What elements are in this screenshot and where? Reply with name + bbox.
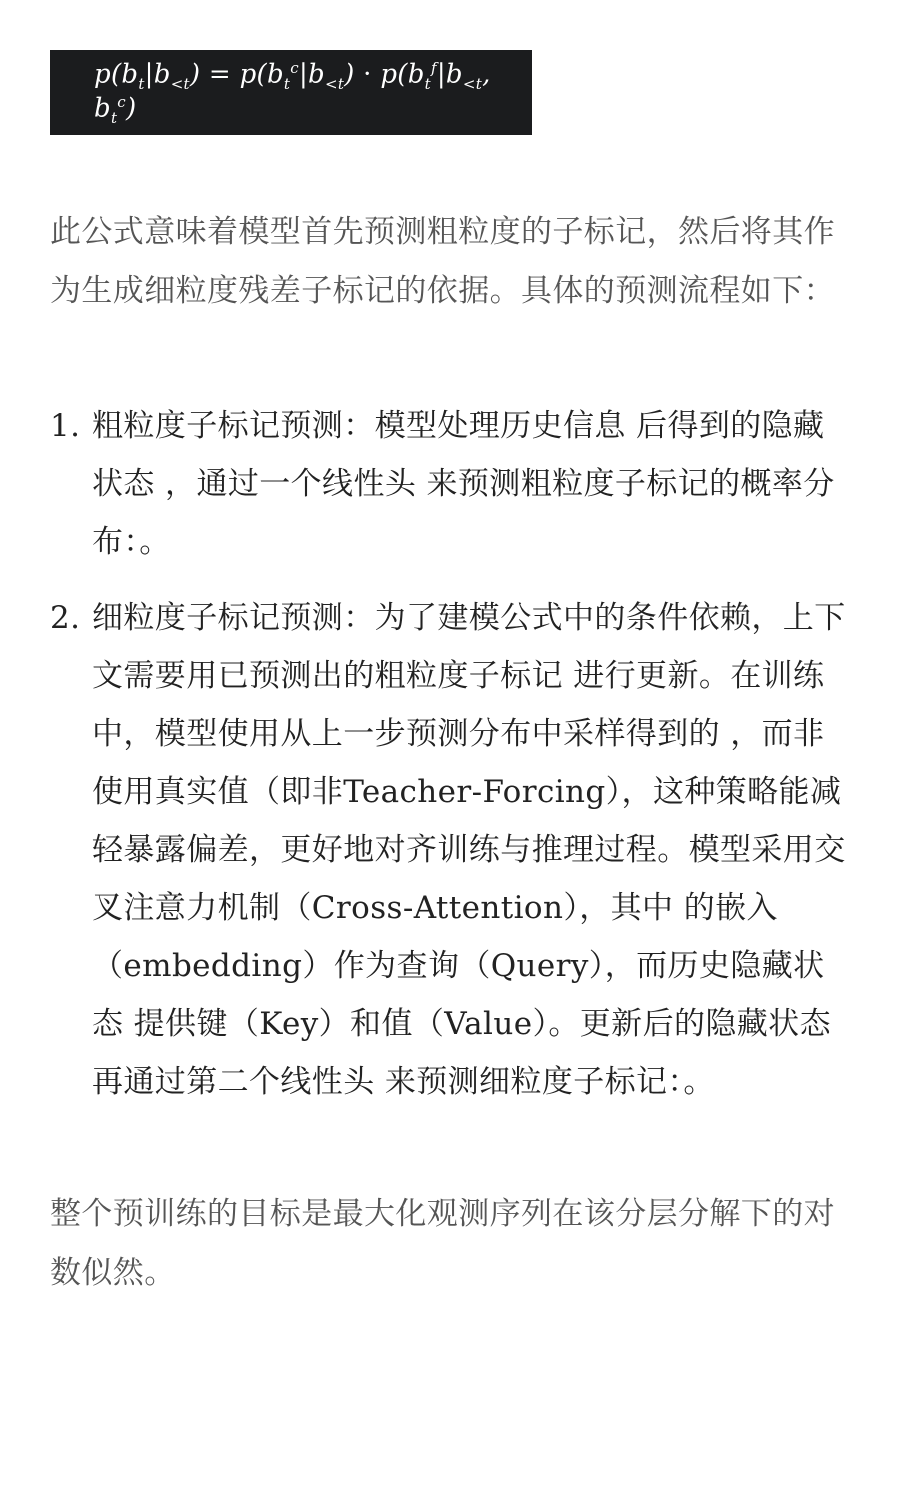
list-item-number: 2. (50, 600, 81, 636)
list-item-fine-prediction (50, 589, 850, 1111)
list-item-text: 细粒度子标记预测：为了建模公式中的条件依赖，上下文需要用已预测出的粗粒度子标记 进行更新。在训练中，模型使用从上一步预测分布中采样得到的 ，而非使用真实值（即非Teacher-Forcing），这种策略能减轻暴露偏差，更好地对齐训练与推理过程。模型采用交叉注意力机制（Cross-Attention），其中 的嵌入（embedding）作为查询（Query），而历史隐藏状态 提供键（Key）和值（Value）。更新后的隐藏状态 再通过第二个线性头 来预测细粒度子标记：。 (92, 600, 846, 1100)
formula-block (50, 50, 532, 135)
steps-list (50, 397, 850, 1111)
list-item-text: 粗粒度子标记预测：模型处理历史信息 后得到的隐藏状态 ，通过一个线性头 来预测粗粒度子标记的概率分布：。 (92, 408, 835, 560)
list-item-coarse-prediction (50, 397, 850, 571)
list-item-number: 1. (50, 408, 81, 444)
intro-paragraph: 此公式意味着模型首先预测粗粒度的子标记，然后将其作为生成细粒度残差子标记的依据。具体的预测流程如下： (50, 214, 835, 309)
formula-expression: $p(b_t|b_{<t}) = p(b_t^c|b_{<t}) \cdot p(b_t^f|b_{<t}$, $b_t^c$) (94, 58, 491, 127)
outro-paragraph: 整个预训练的目标是最大化观测序列在该分层分解下的对数似然。 (50, 1196, 835, 1291)
article-content (50, 50, 850, 1303)
